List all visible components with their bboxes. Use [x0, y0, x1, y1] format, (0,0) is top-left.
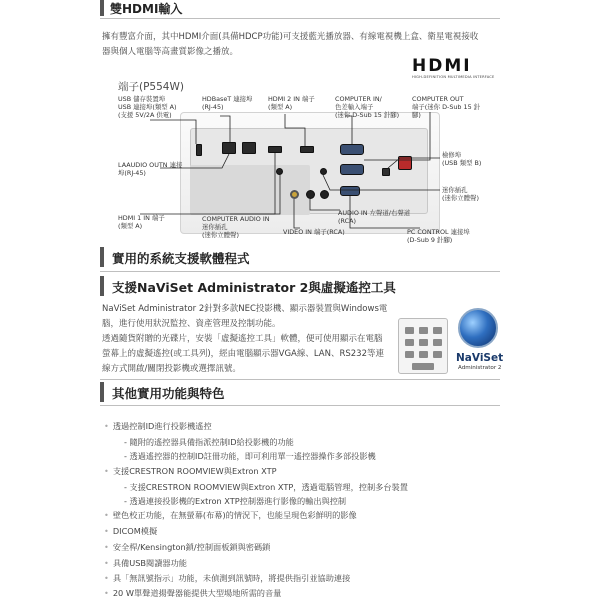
label-computer-in: COMPUTER IN/ 色差輸入端子 (迷你 D-Sub 15 針腳)	[335, 95, 400, 119]
section-rule	[100, 405, 500, 406]
section-title-naviset: 支援NaViSet Administrator 2與虛擬遙控工具	[112, 280, 396, 295]
hdbaset-port	[242, 142, 256, 154]
bullet-icon: •	[104, 542, 109, 552]
label-pc-control: PC CONTROL 連接埠 (D-Sub 9 針腳)	[407, 228, 470, 244]
remote-control-image	[398, 318, 448, 374]
computer-in-port	[340, 144, 364, 155]
audio-left-rca	[306, 190, 315, 199]
label-computer-out: COMPUTER OUT 端子(迷你 D-Sub 15 針 腳)	[412, 95, 481, 119]
feature-item: • 安全桿/Kensington鎖/控制面板鎖與密碼鎖	[104, 542, 271, 552]
audio-out-jack	[320, 168, 327, 175]
naviset-logo-sub: Administrator 2	[458, 365, 502, 371]
feature-item: • 20 W單聲道揚聲器能提供大型場地所需的音量	[104, 588, 282, 598]
label-lan: LAAUDIO OUTN 連接 埠(RJ-45)	[118, 161, 183, 177]
pc-control-port	[340, 186, 360, 196]
desc-line: 腦，進行使用狀況監控、資產管理及控制功能。	[102, 319, 281, 329]
feature-item: • DICOM模擬	[104, 526, 158, 536]
label-audio-in: COMPUTER AUDIO IN 迷你插孔 (迷你立體聲)	[202, 215, 270, 239]
section-rule	[100, 379, 500, 380]
video-in-rca	[290, 190, 299, 199]
audio-right-rca	[320, 190, 329, 199]
label-hdmi1: HDMI 1 IN 端子 (類型 A)	[118, 214, 165, 230]
label-hdmi2: HDMI 2 IN 端子 (類型 A)	[268, 95, 315, 111]
bullet-icon: •	[104, 421, 109, 431]
computer-out-port	[340, 164, 364, 175]
bullet-icon: •	[104, 526, 109, 536]
section-marker	[100, 382, 104, 402]
label-hdbaset: HDBaseT 連接埠 (RJ-45)	[202, 95, 253, 111]
desc-line: 線方式開啟/關閉投影機或選擇訊號。	[102, 364, 241, 374]
section-title-features: 其他實用功能與特色	[112, 386, 225, 401]
feature-item: • 壁色校正功能，在無螢幕(布幕)的情況下，也能呈現色彩鮮明的影像	[104, 510, 357, 520]
desc-line: 螢幕上的虛擬遙控(或工具列)，經由電腦顯示器VGA線、LAN、RS232等連	[102, 349, 384, 359]
hdmi-logo: HDMI	[412, 56, 472, 76]
bullet-icon: •	[104, 573, 109, 583]
label-service: 檢修埠 (USB 類型 B)	[442, 151, 482, 167]
feature-item: • 透過控制ID進行投影機遙控	[104, 421, 212, 431]
audio-in-jack	[276, 168, 283, 175]
desc-line: NaViSet Administrator 2針對多款NEC投影機、顯示器裝置與Windows電	[102, 304, 388, 314]
usb-power-port	[196, 144, 202, 156]
hdmi1-port	[268, 146, 282, 153]
service-port	[382, 168, 390, 176]
label-video-in: VIDEO IN 端子(RCA)	[283, 228, 345, 236]
naviset-globe-icon	[458, 308, 498, 348]
label-audio-lr: AUDIO IN 左聲道/右聲道 (RCA)	[338, 209, 411, 225]
section-marker	[100, 247, 104, 267]
section-rule	[100, 271, 500, 272]
section-rule	[100, 18, 500, 19]
feature-subitem: - 支援CRESTRON ROOMVIEW與Extron XTP，透過電腦管理，控制多台裝置	[124, 482, 408, 492]
hdmi2-port	[300, 146, 314, 153]
bullet-icon: •	[104, 466, 109, 476]
feature-subitem: - 透過連接投影機的Extron XTP控制器進行影像的輸出與控制	[124, 496, 347, 506]
feature-item: • 具備USB閱讀器功能	[104, 558, 187, 568]
feature-item: • 支援CRESTRON ROOMVIEW與Extron XTP	[104, 466, 277, 476]
feature-subitem: - 透過遙控器的控制ID註冊功能，即可利用單一遙控器操作多部投影機	[124, 451, 376, 461]
label-usb-power: USB 儲存裝置埠 USB 連接埠(類型 A) (支援 5V/2A 供電)	[118, 95, 177, 119]
lan-port	[222, 142, 236, 154]
desc-line: 器與個人電腦等高畫質影像之播放。	[102, 47, 239, 57]
ports-title: 端子(P554W)	[118, 81, 184, 93]
desc-line: 擁有豐富介面，其中HDMI介面(具備HDCP功能)可支援藍光播放器、有線電視機上盒、衛星電視接收	[102, 32, 479, 42]
bullet-icon: •	[104, 558, 109, 568]
naviset-logo: NaViSet	[456, 352, 504, 364]
bullet-icon: •	[104, 588, 109, 598]
section-title-hdmi: 雙HDMI輸入	[110, 2, 183, 16]
section-title-software: 實用的系統支援軟體程式	[112, 251, 250, 266]
label-mini-jack: 迷你插孔 (迷你立體聲)	[442, 186, 479, 202]
status-indicator	[398, 156, 412, 170]
naviset-description	[102, 302, 392, 377]
section-marker	[100, 0, 104, 16]
desc-line: 透過隨貨附贈的光碟片，安裝「虛擬遙控工具」軟體，便可使用顯示在電腦	[102, 334, 383, 344]
hdmi-logo-tagline: HIGH-DEFINITION MULTIMEDIA INTERFACE	[412, 75, 495, 79]
section-marker	[100, 276, 104, 296]
feature-subitem: - 隨附的遙控器具備指派控制ID給投影機的功能	[124, 437, 294, 447]
feature-item: • 具「無訊號指示」功能，未偵測到訊號時，將提供指引並協助連接	[104, 573, 351, 583]
bullet-icon: •	[104, 510, 109, 520]
